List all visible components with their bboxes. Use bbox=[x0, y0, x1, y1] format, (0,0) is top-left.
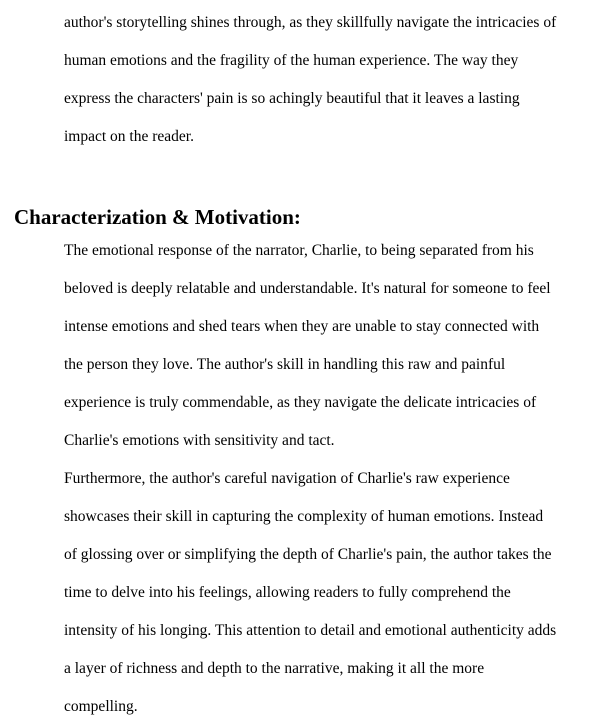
text-line: human emotions and the fragility of the human experience. The way they bbox=[64, 52, 519, 69]
paragraph-furthermore bbox=[64, 460, 594, 726]
paragraph-characterization bbox=[64, 232, 594, 460]
text-line: intensity of his longing. This attention to detail and emotional authenticity adds bbox=[64, 622, 557, 639]
text-line: of glossing over or simplifying the depth of Charlie's pain, the author takes the bbox=[64, 546, 552, 563]
text-line: experience is truly commendable, as they navigate the delicate intricacies of bbox=[64, 394, 537, 411]
text-line: showcases their skill in capturing the complexity of human emotions. Instead bbox=[64, 508, 544, 525]
text-line: time to delve into his feelings, allowing readers to fully comprehend the bbox=[64, 584, 511, 601]
text-line: express the characters' pain is so achingly beautiful that it leaves a lasting bbox=[64, 90, 520, 107]
text-line: Charlie's emotions with sensitivity and tact. bbox=[64, 432, 335, 449]
intro-paragraph bbox=[64, 4, 594, 156]
text-line: beloved is deeply relatable and understandable. It's natural for someone to feel bbox=[64, 280, 551, 297]
text-line: a layer of richness and depth to the narrative, making it all the more bbox=[64, 660, 485, 677]
text-line: author's storytelling shines through, as they skillfully navigate the intricacies of bbox=[64, 14, 557, 31]
text-line: Furthermore, the author's careful navigation of Charlie's raw experience bbox=[64, 470, 510, 487]
text-line: impact on the reader. bbox=[64, 128, 194, 145]
text-line: intense emotions and shed tears when they are unable to stay connected with bbox=[64, 318, 540, 335]
section-heading: Characterization & Motivation: bbox=[14, 205, 301, 229]
text-line: compelling. bbox=[64, 698, 138, 715]
text-line: The emotional response of the narrator, Charlie, to being separated from his bbox=[64, 242, 534, 259]
text-line: the person they love. The author's skill in handling this raw and painful bbox=[64, 356, 506, 373]
